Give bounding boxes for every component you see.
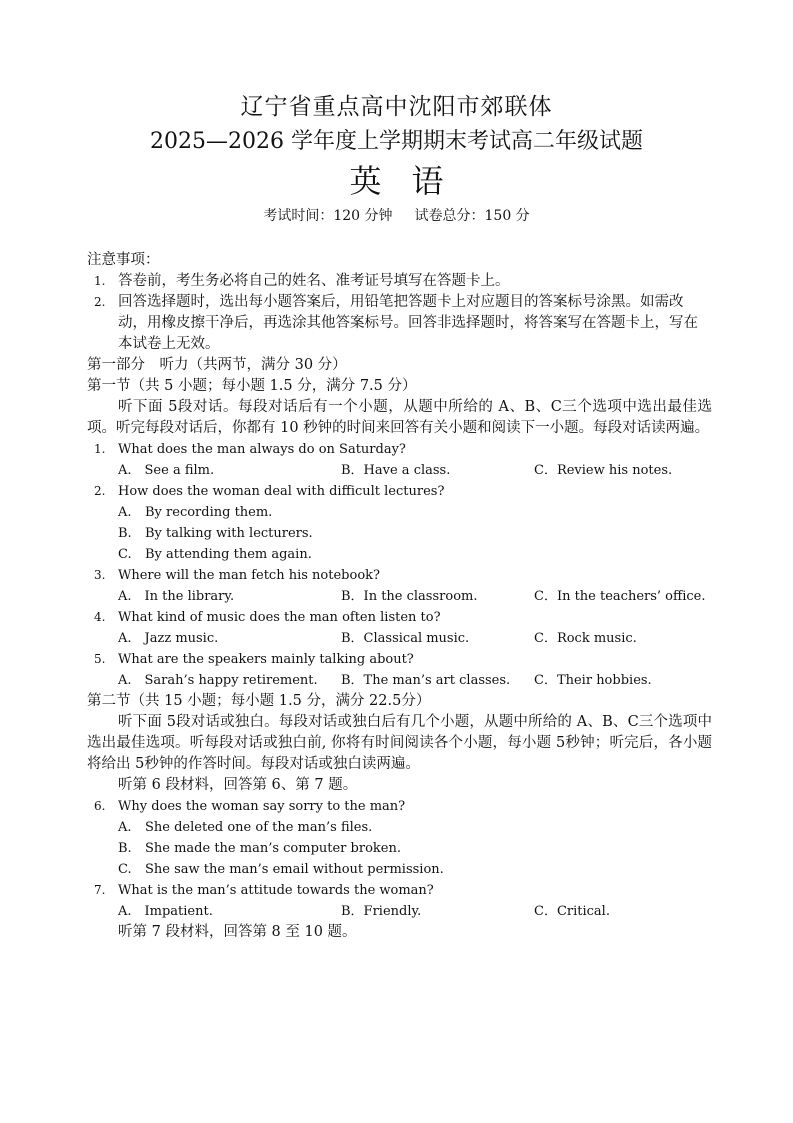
option-b: B．In the classroom. xyxy=(341,589,478,604)
exam-content xyxy=(87,250,712,943)
option-text: She saw the man’s email without permission. xyxy=(145,862,444,877)
option-letter: B. xyxy=(118,841,132,856)
option-text: She deleted one of the man’s files. xyxy=(145,820,373,835)
question-text: What does the man always do on Saturday? xyxy=(118,442,406,457)
option-b: B．Friendly. xyxy=(341,904,422,919)
question-number: 3. xyxy=(94,568,106,582)
option-b xyxy=(87,838,712,859)
question-number: 2. xyxy=(94,484,106,498)
option-c: C．Rock music. xyxy=(534,631,637,646)
section1-instructions: 听下面 5段对话。每段对话后有一个小题，从题中所给的 A、B、C三个选项中选出最佳选项。听完每段对话后，你都有 10 秒钟的时间来回答有关小题和阅读下一小题。每段对话读两遍。 xyxy=(87,399,712,436)
option-letter: A. xyxy=(118,505,132,520)
option-a: A. In the library. xyxy=(118,589,235,604)
section2-heading: 第二节（共 15 小题；每小题 1.5 分，满分 22.5分） xyxy=(87,693,431,709)
question-text: What is the man’s attitude towards the woman? xyxy=(118,883,434,898)
question-text: What kind of music does the man often listen to? xyxy=(118,610,441,625)
option-c xyxy=(87,544,712,565)
option-letter: B. xyxy=(118,526,132,541)
option-letter: C. xyxy=(118,547,132,562)
notice-text: 回答选择题时，选出每小题答案后，用铅笔把答题卡上对应题目的答案标号涂黑。如需改动，用橡皮擦干净后，再选涂其他答案标号。回答非选择题时，将答案写在答题卡上，写在本试卷上无效。 xyxy=(118,294,698,352)
option-text: She made the man’s computer broken. xyxy=(145,841,401,856)
option-a xyxy=(87,502,712,523)
material-6-note: 听第 6 段材料，回答第 6、第 7 题。 xyxy=(118,777,358,793)
notice-item xyxy=(87,271,712,292)
subject-title: 英语 xyxy=(349,162,474,200)
option-a: A. Jazz music. xyxy=(118,631,219,646)
option-a xyxy=(87,817,712,838)
question-7 xyxy=(87,880,712,901)
option-a: A. Sarah’s happy retirement. xyxy=(118,673,318,688)
question-number: 6. xyxy=(94,799,106,813)
option-text: By recording them. xyxy=(145,505,273,520)
option-b xyxy=(87,523,712,544)
part1-heading: 第一部分 听力（共两节，满分 30 分） xyxy=(87,357,347,373)
section1-heading: 第一节（共 5 小题；每小题 1.5 分，满分 7.5 分） xyxy=(87,378,417,394)
question-text: How does the woman deal with difficult lectures? xyxy=(118,484,445,499)
question-text: What are the speakers mainly talking about? xyxy=(118,652,414,667)
question-3 xyxy=(87,565,712,586)
option-letter: A. xyxy=(118,820,132,835)
question-4 xyxy=(87,607,712,628)
section2-instructions: 听下面 5段对话或独白。每段对话或独白后有几个小题，从题中所给的 A、B、C三个选项中选出最佳选项。听每段对话或独白前, 你将有时间阅读各个小题，每小题 5秒钟；听完后，各小题将给出 5秒钟的作答时间。每段对话或独白读两遍。 xyxy=(87,714,712,772)
notice-number: 1. xyxy=(94,274,106,288)
question-text: Why does the woman say sorry to the man? xyxy=(118,799,406,814)
exam-time: 考试时间：120 分钟 xyxy=(263,208,393,224)
question-2 xyxy=(87,481,712,502)
option-c: C．In the teachers’ office. xyxy=(534,589,706,604)
exam-info xyxy=(0,205,793,225)
question-number: 5. xyxy=(94,652,106,666)
question-1 xyxy=(87,439,712,460)
question-6 xyxy=(87,796,712,817)
question-number: 4. xyxy=(94,610,106,624)
option-b: B．Classical music. xyxy=(341,631,470,646)
material-7-note: 听第 7 段材料，回答第 8 至 10 题。 xyxy=(118,924,357,940)
exam-title: 2025—2026 学年度上学期期末考试高二年级试题 xyxy=(150,129,643,154)
notice-number: 2. xyxy=(94,295,106,309)
question-7-options xyxy=(87,901,712,922)
option-c: C．Review his notes. xyxy=(534,463,673,478)
option-a: A. See a film. xyxy=(118,463,215,478)
question-1-options xyxy=(87,460,712,481)
option-c: C．Their hobbies. xyxy=(534,673,652,688)
question-5-options xyxy=(87,670,712,691)
question-5 xyxy=(87,649,712,670)
question-text: Where will the man fetch his notebook? xyxy=(118,568,380,583)
option-c: C．Critical. xyxy=(534,904,610,919)
option-letter: C. xyxy=(118,862,132,877)
total-score: 试卷总分：150 分 xyxy=(414,208,530,224)
question-number: 1. xyxy=(94,442,106,456)
question-number: 7. xyxy=(94,883,106,897)
option-c xyxy=(87,859,712,880)
option-text: By attending them again. xyxy=(145,547,312,562)
option-a: A. Impatient. xyxy=(118,904,213,919)
notice-item xyxy=(87,292,712,355)
notice-text: 答卷前，考生务必将自己的姓名、准考证号填写在答题卡上。 xyxy=(118,273,510,289)
school-title: 辽宁省重点高中沈阳市郊联体 xyxy=(240,94,553,120)
option-text: By talking with lecturers. xyxy=(145,526,313,541)
notice-heading: 注意事项： xyxy=(87,252,160,268)
question-4-options xyxy=(87,628,712,649)
question-3-options xyxy=(87,586,712,607)
option-b: B．Have a class. xyxy=(341,463,451,478)
option-b: B．The man’s art classes. xyxy=(341,673,511,688)
